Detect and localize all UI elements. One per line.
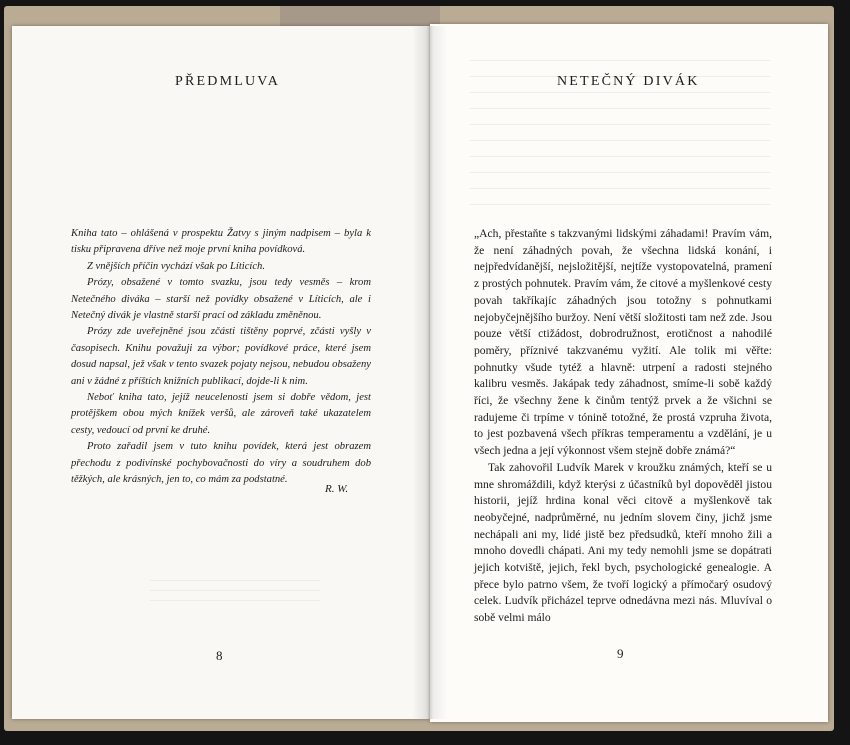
preface-paragraph: Prózy, obsažené v tomto svazku, jsou tedy vesměs – krom Netečného diváka – starší než povídky obsažené v Líticích, ale i Netečný divák je vlastně starší prací od základu změněnou. xyxy=(71,277,371,322)
preface-paragraph: Neboť kniha tato, jejíž neucelenosti jsem si dobře vědom, jest protějškem obou mých knížek veršů, ale zároveň také ukazatelem cesty, vedoucí od první ke druhé. xyxy=(71,392,371,436)
preface-paragraph: Z vnějších příčin vychází však po Líticích. xyxy=(87,260,265,272)
left-page-number: 8 xyxy=(216,648,223,663)
preface-paragraph: Prózy zde uveřejněné jsou zčásti tištěny poprvé, zčásti vyšly v časopisech. Knihu považuji za výbor; povídkové práce, které jsem dosud napsal, jež však v tento svazek pojaty nejsou, nebudou obsaženy ani v žádné z příštích knižních publikací, dojde-li k nim. xyxy=(71,326,371,387)
preface-paragraph: Kniha tato – ohlášená v prospektu Žatvy s jiným nadpisem – byla k tisku připravena dříve než moje první kniha povídková. xyxy=(71,228,371,256)
preface-signature: R. W. xyxy=(325,483,349,495)
story-text xyxy=(474,226,772,627)
left-page-heading: PŘEDMLUVA xyxy=(175,74,281,89)
story-paragraph: „Ach, přestaňte s takzvanými lidskými záhadami! Pravím vám, že není záhadných povah, že všechna lidská konání, i nejpředvídanější, nejsložitější, nejtíže vystopovatelná, pramení z prostých pohnutek. Pravím vám, že citové a myšlenkové cesty povah takříkajíc záhadných jsou totožny s pohnutkami nejobyčejnějšího buržoy. Není větší složitosti tam než zde. Jsou pouze větší ctižádost, dobrodružnost, erotičnost a nahodilé poměry, příznivé takzvanému vyžití. Ale tolik mi věřte: pohnutky všude tytéž a hlavně: utrpení a radosti stejného kalibru vesměs. Jakápak tedy záhadnost, smíme-li sobě každý říci, že všechny žene k činům tentýž prvek a že všichni se radujeme či trpíme v tónině totožné, že prostá vzpruha života, to jest pozbavená všech příkras temperamentu a vzdělání, je u všech jedna a její výkonnost všem stejně dobře známá?“ xyxy=(474,227,772,458)
story-paragraph: Tak zahovořil Ludvík Marek v kroužku známých, kteří se u mne shromáždili, když kterýsi z účastníků byl dopověděl jistou historii, jejíž hrdina konal věci citově a myšlenkově tak neobyčejné, nadprůměrné, nu jedním slovem činy, jichž jsme nechápali ani my, lidé jistě bez předsudků, kteří mnoho žili a mnoho dovedli chápati. Ani my tedy nemohli jsme se dopátrati jejich kotviště, jejich, řekl bych, psychologické genealogie. A přece bylo patrno všem, že tvoří logický a přímočarý osudový celek. Ludvík přicházel teprve odnedávna mezi nás. Mluvíval o sobě velmi málo xyxy=(474,460,772,625)
preface-text xyxy=(71,226,371,489)
right-page-number: 9 xyxy=(617,646,624,661)
preface-paragraph: Proto zařadil jsem v tuto knihu povídek, která jest obrazem přechodu z podivínské pochybovačnosti do víry a soudruhem dob těžkých, ale krásných, jen to, co mám za podstatné. xyxy=(71,441,371,486)
right-page-heading: NETEČNÝ DIVÁK xyxy=(557,74,700,89)
show-through-text-left xyxy=(150,580,320,602)
book-spine-strip xyxy=(280,6,440,28)
